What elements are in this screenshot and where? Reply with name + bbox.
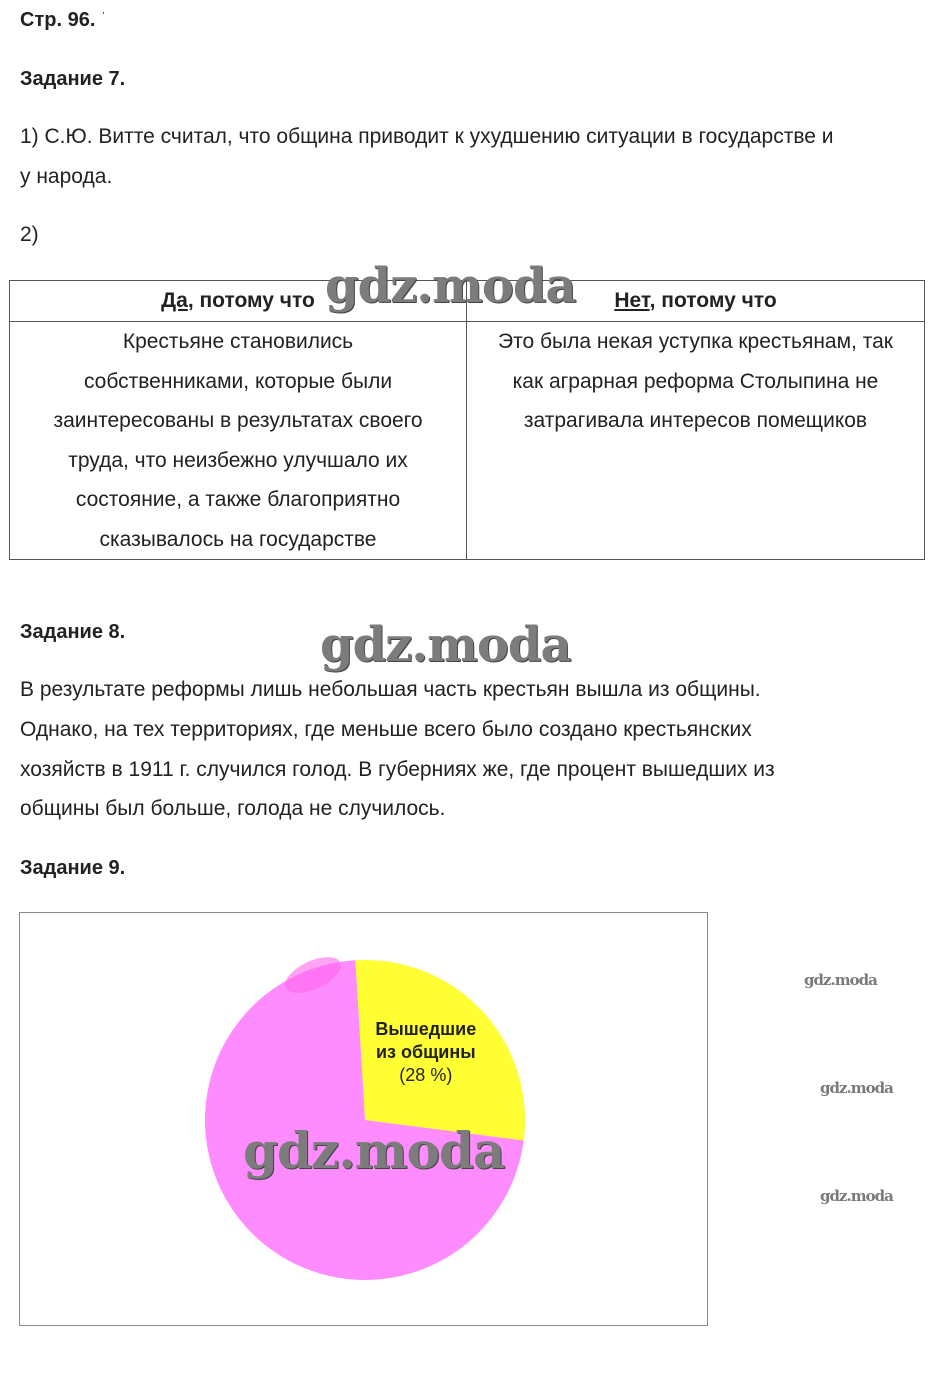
comparison-table bbox=[9, 280, 925, 560]
header-yes-word: Да bbox=[161, 289, 188, 312]
task8-line: В результате реформы лишь небольшая часть крестьян вышла из общины. bbox=[20, 678, 761, 701]
slice-label-line: Вышедшие bbox=[375, 1019, 477, 1040]
pie-chart bbox=[20, 913, 707, 1325]
chart-frame bbox=[19, 912, 708, 1326]
cell-no-line: Это была некая уступка крестьянам, так bbox=[498, 330, 893, 353]
slice-label-line: (28 %) bbox=[399, 1065, 453, 1086]
task7-item1-continued: у народа. bbox=[20, 165, 113, 188]
cell-yes-line: заинтересованы в результатах своего bbox=[53, 409, 423, 432]
task8-line: хозяйств в 1911 г. случился голод. В губерниях же, где процент вышедших из bbox=[20, 758, 775, 781]
watermark: gdz.moda bbox=[820, 1187, 893, 1205]
task9-title: Задание 9. bbox=[20, 857, 126, 879]
task8-line: Однако, на тех территориях, где меньше всего было создано крестьянских bbox=[20, 718, 752, 741]
page-reference-mark: ˈ bbox=[100, 9, 106, 25]
cell-yes-line: труда, что неизбежно улучшало их bbox=[68, 448, 408, 472]
cell-yes-line: сказывалось на государстве bbox=[99, 527, 377, 551]
cell-yes-line: Крестьяне становились bbox=[122, 330, 354, 353]
pie-slices bbox=[205, 950, 525, 1280]
page-reference-text: Стр. 96. bbox=[20, 9, 96, 31]
task8-title: Задание 8. bbox=[20, 621, 126, 643]
cell-yes-line: состояние, а также благоприятно bbox=[75, 488, 401, 511]
watermark: gdz.moda bbox=[320, 617, 571, 673]
header-no-word: Нет bbox=[614, 289, 650, 312]
watermark: gdz.moda bbox=[804, 971, 877, 989]
header-no-rest: , потому что bbox=[649, 289, 777, 312]
cell-no-line: как аграрная реформа Столыпина не bbox=[512, 369, 879, 393]
table-row bbox=[10, 322, 925, 560]
slice-label-line: из общины bbox=[375, 1042, 476, 1063]
watermark: gdz.moda bbox=[325, 258, 576, 314]
watermark: gdz.moda bbox=[243, 1121, 505, 1180]
watermark: gdz.moda bbox=[820, 1079, 893, 1097]
task7-title: Задание 7. bbox=[20, 68, 126, 90]
task8-line: общины был больше, голода не случилось. bbox=[20, 797, 446, 820]
cell-no bbox=[467, 322, 925, 560]
task7-item1: 1) С.Ю. Витте считал, что община приводит к ухудшению ситуации в государстве и bbox=[20, 125, 834, 148]
cell-yes bbox=[10, 322, 467, 560]
cell-no-line: затрагивала интересов помещиков bbox=[523, 409, 868, 432]
cell-yes-line: собственниками, которые были bbox=[83, 369, 393, 393]
page-reference bbox=[20, 9, 106, 32]
header-yes-rest: , потому что bbox=[187, 289, 315, 312]
task7-item2: 2) bbox=[20, 223, 39, 246]
